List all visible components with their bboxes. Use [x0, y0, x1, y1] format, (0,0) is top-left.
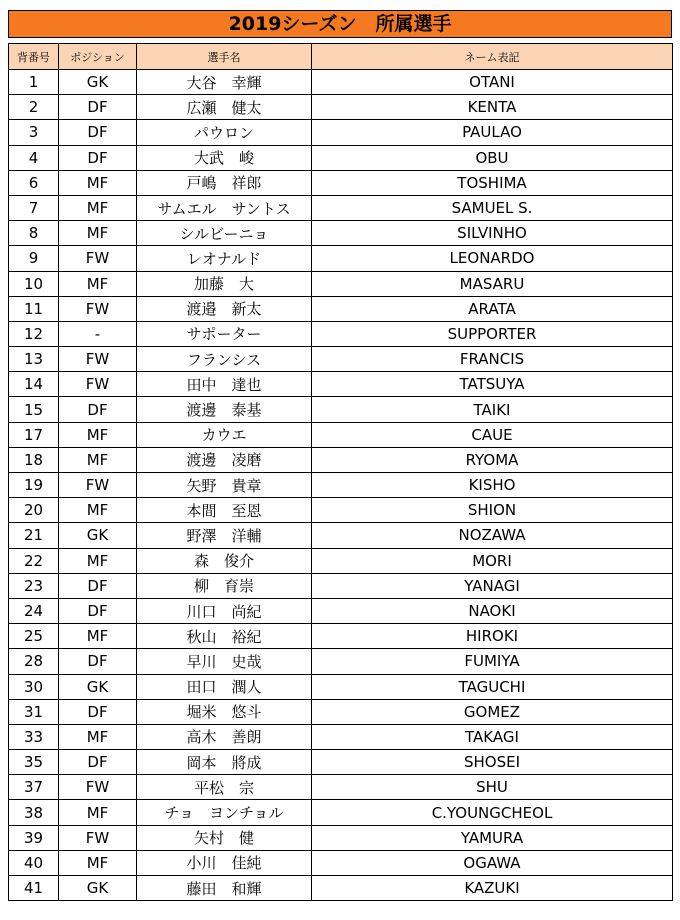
cell-name: パウロン [137, 120, 312, 145]
cell-name-display: ARATA [312, 296, 673, 321]
cell-name: 高木 善朗 [137, 724, 312, 749]
cell-position: DF [59, 750, 137, 775]
cell-position: FW [59, 372, 137, 397]
cell-number: 19 [9, 473, 59, 498]
cell-name-display: GOMEZ [312, 699, 673, 724]
cell-position: FW [59, 825, 137, 850]
cell-position: GK [59, 876, 137, 901]
table-row [9, 347, 673, 372]
cell-number: 10 [9, 271, 59, 296]
cell-name-display: TAIKI [312, 397, 673, 422]
cell-name: 渡邊 凌磨 [137, 447, 312, 472]
cell-number: 7 [9, 195, 59, 220]
table-row [9, 447, 673, 472]
cell-number: 6 [9, 170, 59, 195]
cell-name-display: KISHO [312, 473, 673, 498]
cell-name: 渡邉 新太 [137, 296, 312, 321]
cell-name-display: KAZUKI [312, 876, 673, 901]
table-row [9, 876, 673, 901]
cell-name: シルビーニョ [137, 221, 312, 246]
table-row [9, 624, 673, 649]
table-row [9, 321, 673, 346]
cell-name: 渡邊 泰基 [137, 397, 312, 422]
table-row [9, 775, 673, 800]
cell-name: 広瀬 健太 [137, 95, 312, 120]
table-row [9, 422, 673, 447]
cell-number: 37 [9, 775, 59, 800]
cell-position: MF [59, 624, 137, 649]
table-row [9, 246, 673, 271]
cell-position: GK [59, 70, 137, 95]
cell-number: 14 [9, 372, 59, 397]
cell-name-display: SHOSEI [312, 750, 673, 775]
cell-number: 25 [9, 624, 59, 649]
cell-position: - [59, 321, 137, 346]
cell-position: MF [59, 195, 137, 220]
cell-number: 8 [9, 221, 59, 246]
table-row [9, 296, 673, 321]
cell-name: 小川 佳純 [137, 850, 312, 875]
cell-number: 39 [9, 825, 59, 850]
table-row [9, 649, 673, 674]
header-position: ポジション [59, 44, 137, 70]
table-row [9, 372, 673, 397]
cell-number: 17 [9, 422, 59, 447]
cell-position: MF [59, 170, 137, 195]
roster-body [9, 70, 673, 901]
cell-position: DF [59, 699, 137, 724]
cell-number: 33 [9, 724, 59, 749]
cell-name: フランシス [137, 347, 312, 372]
cell-number: 31 [9, 699, 59, 724]
cell-name: 岡本 將成 [137, 750, 312, 775]
cell-name: 田中 達也 [137, 372, 312, 397]
table-row [9, 548, 673, 573]
cell-number: 3 [9, 120, 59, 145]
cell-name-display: TAGUCHI [312, 674, 673, 699]
table-row [9, 598, 673, 623]
roster-title: 2019シーズン 所属選手 [8, 10, 672, 38]
cell-name: 堀米 悠斗 [137, 699, 312, 724]
cell-name: カウエ [137, 422, 312, 447]
cell-number: 18 [9, 447, 59, 472]
cell-number: 21 [9, 523, 59, 548]
header-name: 選手名 [137, 44, 312, 70]
cell-name-display: YANAGI [312, 573, 673, 598]
cell-name-display: TOSHIMA [312, 170, 673, 195]
cell-position: MF [59, 724, 137, 749]
table-row [9, 724, 673, 749]
cell-name: 大谷 幸輝 [137, 70, 312, 95]
cell-number: 24 [9, 598, 59, 623]
cell-name-display: TAKAGI [312, 724, 673, 749]
cell-name-display: OTANI [312, 70, 673, 95]
cell-name: 川口 尚紀 [137, 598, 312, 623]
cell-number: 28 [9, 649, 59, 674]
cell-name: 野澤 洋輔 [137, 523, 312, 548]
cell-number: 23 [9, 573, 59, 598]
cell-name: 矢村 健 [137, 825, 312, 850]
cell-position: FW [59, 775, 137, 800]
cell-number: 30 [9, 674, 59, 699]
cell-position: DF [59, 649, 137, 674]
cell-name: チョ ヨンチョル [137, 800, 312, 825]
cell-name-display: SHION [312, 498, 673, 523]
cell-position: DF [59, 95, 137, 120]
cell-position: MF [59, 800, 137, 825]
cell-name-display: TATSUYA [312, 372, 673, 397]
table-row [9, 825, 673, 850]
cell-name-display: CAUE [312, 422, 673, 447]
table-row [9, 120, 673, 145]
cell-name-display: KENTA [312, 95, 673, 120]
cell-name-display: NOZAWA [312, 523, 673, 548]
cell-position: FW [59, 347, 137, 372]
table-row [9, 573, 673, 598]
cell-name: 早川 史哉 [137, 649, 312, 674]
cell-number: 15 [9, 397, 59, 422]
cell-number: 22 [9, 548, 59, 573]
table-row [9, 498, 673, 523]
cell-position: MF [59, 498, 137, 523]
cell-name-display: HIROKI [312, 624, 673, 649]
cell-position: MF [59, 271, 137, 296]
cell-position: MF [59, 422, 137, 447]
table-row [9, 800, 673, 825]
table-row [9, 674, 673, 699]
cell-name-display: OBU [312, 145, 673, 170]
cell-name-display: MASARU [312, 271, 673, 296]
cell-position: MF [59, 850, 137, 875]
cell-name: 戸嶋 祥郎 [137, 170, 312, 195]
cell-name-display: YAMURA [312, 825, 673, 850]
cell-name-display: FUMIYA [312, 649, 673, 674]
cell-name-display: C.YOUNGCHEOL [312, 800, 673, 825]
table-row [9, 170, 673, 195]
table-row [9, 850, 673, 875]
cell-position: FW [59, 296, 137, 321]
cell-position: DF [59, 120, 137, 145]
cell-number: 12 [9, 321, 59, 346]
cell-number: 4 [9, 145, 59, 170]
player-roster-table [8, 43, 673, 901]
cell-name: 矢野 貴章 [137, 473, 312, 498]
cell-name-display: PAULAO [312, 120, 673, 145]
cell-name: 本間 至恩 [137, 498, 312, 523]
cell-name: 森 俊介 [137, 548, 312, 573]
table-row [9, 473, 673, 498]
table-row [9, 145, 673, 170]
table-row [9, 523, 673, 548]
cell-name: 大武 峻 [137, 145, 312, 170]
cell-position: DF [59, 573, 137, 598]
cell-position: GK [59, 523, 137, 548]
cell-number: 11 [9, 296, 59, 321]
cell-name: サポーター [137, 321, 312, 346]
cell-position: DF [59, 598, 137, 623]
cell-position: MF [59, 548, 137, 573]
cell-number: 9 [9, 246, 59, 271]
table-row [9, 95, 673, 120]
cell-name-display: SILVINHO [312, 221, 673, 246]
cell-number: 41 [9, 876, 59, 901]
cell-name-display: OGAWA [312, 850, 673, 875]
cell-name: 藤田 和輝 [137, 876, 312, 901]
cell-number: 40 [9, 850, 59, 875]
table-row [9, 271, 673, 296]
cell-position: FW [59, 473, 137, 498]
table-row [9, 397, 673, 422]
cell-number: 38 [9, 800, 59, 825]
cell-position: FW [59, 246, 137, 271]
cell-name: 秋山 裕紀 [137, 624, 312, 649]
header-name-display: ネーム表記 [312, 44, 673, 70]
cell-number: 13 [9, 347, 59, 372]
cell-position: MF [59, 447, 137, 472]
cell-name-display: MORI [312, 548, 673, 573]
cell-position: MF [59, 221, 137, 246]
table-header-row [9, 44, 673, 70]
cell-name: 柳 育崇 [137, 573, 312, 598]
table-row [9, 699, 673, 724]
cell-name: 田口 潤人 [137, 674, 312, 699]
cell-name-display: LEONARDO [312, 246, 673, 271]
table-row [9, 195, 673, 220]
cell-name-display: RYOMA [312, 447, 673, 472]
cell-position: DF [59, 397, 137, 422]
table-row [9, 221, 673, 246]
cell-number: 35 [9, 750, 59, 775]
cell-number: 1 [9, 70, 59, 95]
table-row [9, 70, 673, 95]
cell-name: 加藤 大 [137, 271, 312, 296]
cell-name: 平松 宗 [137, 775, 312, 800]
cell-name-display: SAMUEL S. [312, 195, 673, 220]
cell-name-display: FRANCIS [312, 347, 673, 372]
cell-number: 2 [9, 95, 59, 120]
cell-position: GK [59, 674, 137, 699]
cell-name: サムエル サントス [137, 195, 312, 220]
table-row [9, 750, 673, 775]
cell-name-display: SUPPORTER [312, 321, 673, 346]
cell-position: DF [59, 145, 137, 170]
cell-number: 20 [9, 498, 59, 523]
cell-name-display: SHU [312, 775, 673, 800]
cell-name-display: NAOKI [312, 598, 673, 623]
header-number: 背番号 [9, 44, 59, 70]
cell-name: レオナルド [137, 246, 312, 271]
